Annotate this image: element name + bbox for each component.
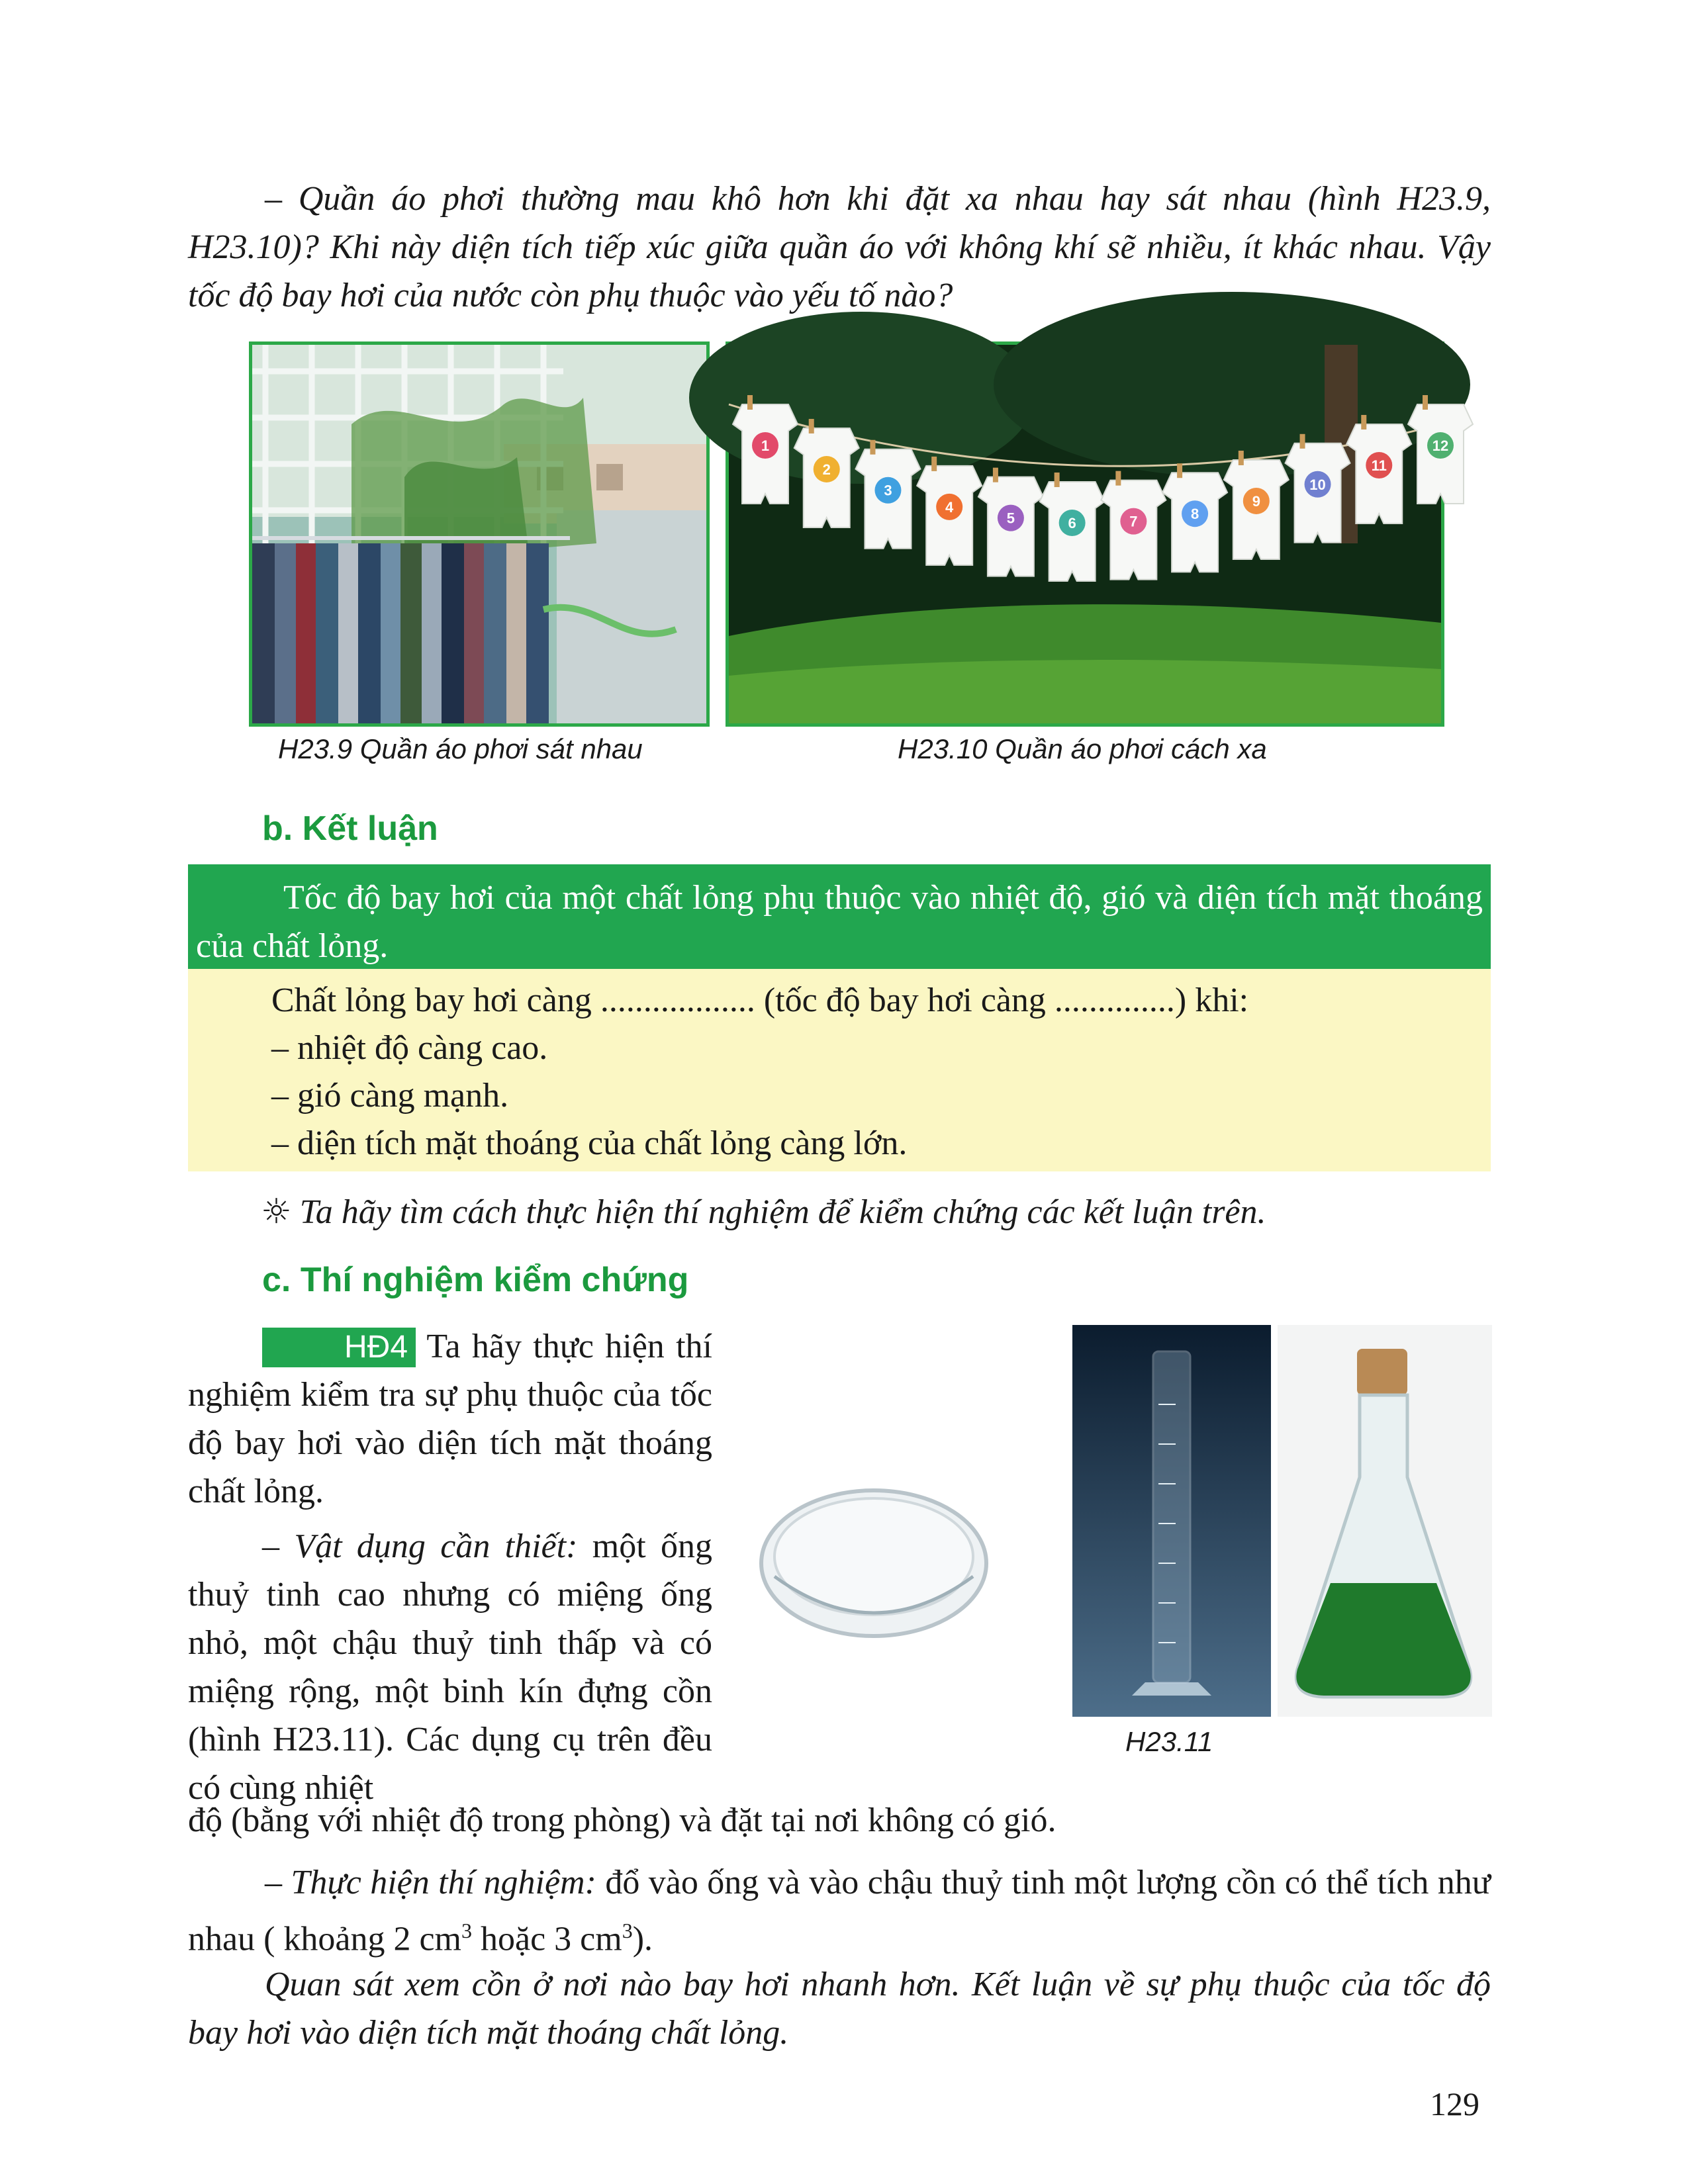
procedure-label: – Thực hiện thí nghiệm: (265, 1864, 596, 1901)
hd4-text: Ta hãy thực hiện thí nghiệm kiểm tra sự phụ thuộc của tốc độ bay hơi vào diện tích mặt thoáng chất lỏng. (188, 1328, 712, 1510)
conclusion-yellow-box (188, 969, 1491, 1171)
procedure-text-c: ). (632, 1920, 653, 1958)
materials-text: một ống thuỷ tinh cao nhưng có miệng ống nhỏ, một chậu thuỷ tinh thấp và có miệng rộng, một binh kín đựng cồn (hình H23.11). Các dụng cụ trên đều có cùng nhiệt (188, 1527, 712, 1807)
onesie (1408, 395, 1473, 504)
caption-h23-10: H23.10 Quần áo phơi cách xa (898, 733, 1267, 764)
onesie (1286, 434, 1350, 543)
hd4-badge: HĐ4 (262, 1328, 416, 1367)
materials-label: – Vật dụng cần thiết: (262, 1527, 578, 1565)
conclusion-line-2: – nhiệt độ càng cao. (271, 1029, 548, 1067)
onesie-number: 12 (1432, 437, 1449, 454)
onesie (1162, 463, 1227, 572)
caption-h23-11: H23.11 (1125, 1726, 1213, 1757)
conclusion-line-1: Chất lỏng bay hơi càng .................. (tốc độ bay hơi càng ..............) khi: (271, 981, 1249, 1019)
onesie-number: 2 (822, 461, 831, 478)
onesie-number: 6 (1068, 514, 1076, 531)
onesie (1346, 415, 1411, 523)
conclusion-heading: b. Kết luận (262, 809, 438, 848)
observe-paragraph: Quan sát xem cồn ở nơi nào bay hơi nhanh hơn. Kết luận về sự phụ thuộc của tốc độ bay hơi vào diện tích mặt thoáng chất lỏng. (188, 1966, 1491, 2052)
page-number: 129 (1430, 2085, 1479, 2122)
onesie-number: 3 (884, 482, 892, 499)
onesie-number: 9 (1252, 492, 1260, 510)
flask-icon (1278, 1325, 1492, 1717)
experiment-heading: c. Thí nghiệm kiểm chứng (262, 1261, 689, 1299)
caption-h23-9: H23.9 Quần áo phơi sát nhau (278, 733, 643, 764)
onesie-number: 4 (945, 498, 954, 516)
experiment-left-column (188, 1322, 712, 1812)
photo-h23-11 (761, 1325, 1492, 1717)
superscript-3: 3 (461, 1919, 473, 1942)
conclusion-statement: Tốc độ bay hơi của một chất lỏng phụ thuộc vào nhiệt độ, gió và diện tích mặt thoáng của chất lỏng. (196, 879, 1483, 965)
onesie (1040, 473, 1105, 581)
task-line (261, 1189, 1266, 1236)
procedure-paragraph (188, 1858, 1491, 1963)
task-text: Ta hãy tìm cách thực hiện thí nghiệm để kiểm chứng các kết luận trên. (299, 1193, 1266, 1231)
onesie (978, 468, 1043, 576)
onesie-number: 5 (1006, 510, 1015, 527)
conclusion-line-4: – diện tích mặt thoáng của chất lỏng càng lớn. (271, 1124, 908, 1162)
procedure-text-a: đổ vào ống và vào chậu thuỷ tinh một lượng cồn có thể tích như nhau ( khoảng 2 cm (188, 1864, 1491, 1958)
photo-h23-10 (726, 341, 1449, 727)
onesie (1101, 471, 1166, 580)
onesie (917, 457, 982, 565)
conclusion-line-3: – gió càng mạnh. (271, 1077, 509, 1115)
materials-paragraph (188, 1522, 712, 1812)
clothesline-illustration (729, 345, 1449, 723)
procedure-text-b: hoặc 3 cm (472, 1920, 622, 1958)
onesie (1224, 451, 1289, 559)
onesie-number: 1 (761, 437, 770, 454)
onesie (855, 440, 920, 549)
onesie-number: 8 (1190, 506, 1199, 523)
onesie (794, 419, 859, 527)
onesie (733, 395, 798, 504)
petri-dish-icon (761, 1490, 986, 1636)
sun-icon: ☼ (261, 1192, 292, 1232)
clothes-rack-illustration (252, 345, 706, 723)
photo-h23-9 (249, 341, 710, 727)
superscript-3b: 3 (622, 1919, 633, 1942)
conclusion-green-box (188, 864, 1491, 969)
onesie-number: 7 (1129, 513, 1138, 530)
intro-question: – Quần áo phơi thường mau khô hơn khi đặt xa nhau hay sát nhau (hình H23.9, H23.10)? Khi này diện tích tiếp xúc giữa quần áo với không khí sẽ nhiều, ít khác nhau. Vậy tốc độ bay hơi của nước còn phụ thuộc vào yếu tố nào? (188, 180, 1491, 314)
materials-continuation: độ (bằng với nhiệt độ trong phòng) và đặt tại nơi không có gió. (188, 1801, 1056, 1839)
hd4-paragraph (188, 1322, 712, 1516)
onesie-number: 10 (1309, 476, 1326, 493)
onesie-number: 11 (1371, 457, 1387, 474)
lab-glassware-illustration (761, 1325, 1492, 1717)
